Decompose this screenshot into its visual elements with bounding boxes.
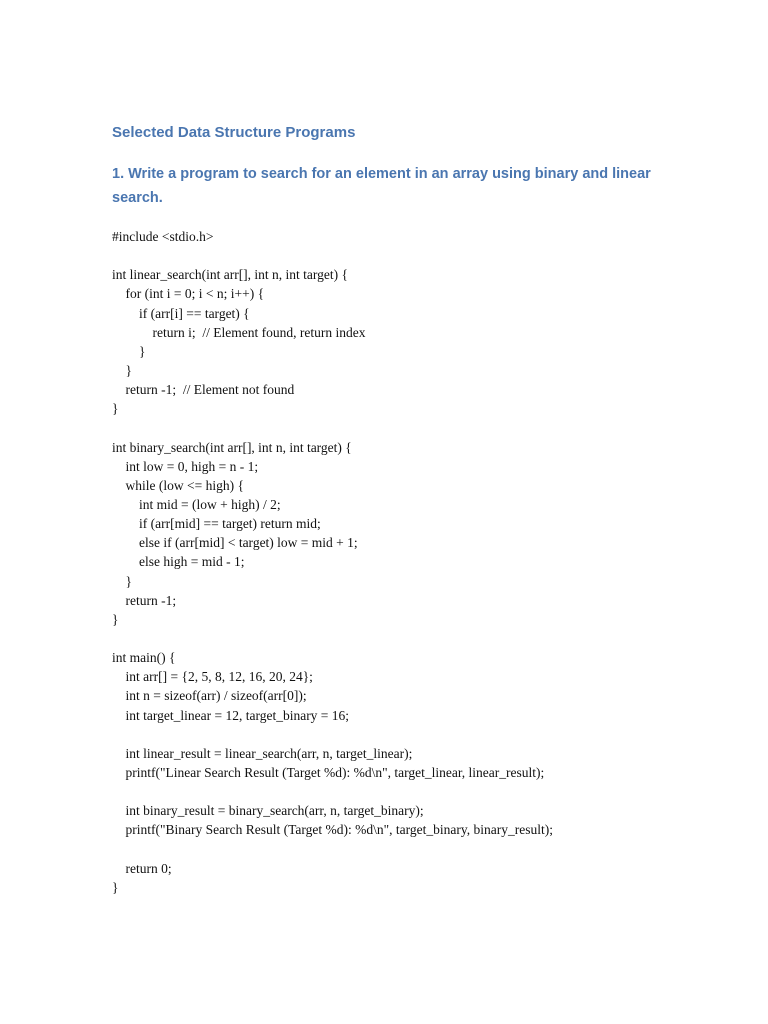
code-line: }	[112, 611, 119, 627]
code-line: int arr[] = {2, 5, 8, 12, 16, 20, 24};	[112, 669, 313, 685]
code-line: int mid = (low + high) / 2;	[112, 496, 281, 512]
code-line: int linear_result = linear_search(arr, n, target_linear);	[112, 745, 413, 761]
code-line: printf("Binary Search Result (Target %d): %d\n", target_binary, binary_result);	[112, 822, 553, 838]
code-line: if (arr[i] == target) {	[112, 305, 250, 321]
code-line	[112, 782, 553, 801]
code-line: int binary_search(int arr[], int n, int target) {	[112, 439, 352, 455]
code-line: else if (arr[mid] < target) low = mid + 1;	[112, 535, 358, 551]
code-line: int linear_search(int arr[], int n, int target) {	[112, 267, 349, 283]
code-line: #include <stdio.h>	[112, 229, 214, 244]
code-line	[112, 629, 553, 648]
code-line	[112, 725, 553, 744]
document-title: Selected Data Structure Programs	[112, 124, 356, 141]
code-line: int target_linear = 12, target_binary = 16;	[112, 707, 350, 723]
code-line: for (int i = 0; i < n; i++) {	[112, 286, 265, 302]
code-line: return -1;	[112, 592, 177, 608]
code-line: int binary_result = binary_search(arr, n, target_binary);	[112, 803, 424, 819]
question-heading: 1. Write a program to search for an element in an array using binary and linear search.	[112, 166, 651, 206]
code-line: return 0;	[112, 860, 172, 876]
code-line: while (low <= high) {	[112, 477, 244, 493]
code-line: int n = sizeof(arr) / sizeof(arr[0]);	[112, 688, 307, 704]
code-line: }	[112, 573, 132, 589]
code-block	[112, 227, 553, 897]
code-line: else high = mid - 1;	[112, 554, 245, 570]
code-line: return i; // Element found, return index	[112, 324, 366, 340]
code-line: int low = 0, high = n - 1;	[112, 458, 259, 474]
code-line	[112, 840, 553, 859]
code-line: int main() {	[112, 650, 176, 666]
code-line: }	[112, 362, 132, 378]
code-line	[112, 246, 553, 265]
code-line: if (arr[mid] == target) return mid;	[112, 516, 321, 532]
code-line: printf("Linear Search Result (Target %d): %d\n", target_linear, linear_result);	[112, 764, 545, 780]
code-line: }	[112, 343, 146, 359]
code-line: }	[112, 879, 119, 895]
code-line: return -1; // Element not found	[112, 382, 295, 398]
code-line	[112, 418, 553, 437]
code-line: }	[112, 401, 119, 417]
